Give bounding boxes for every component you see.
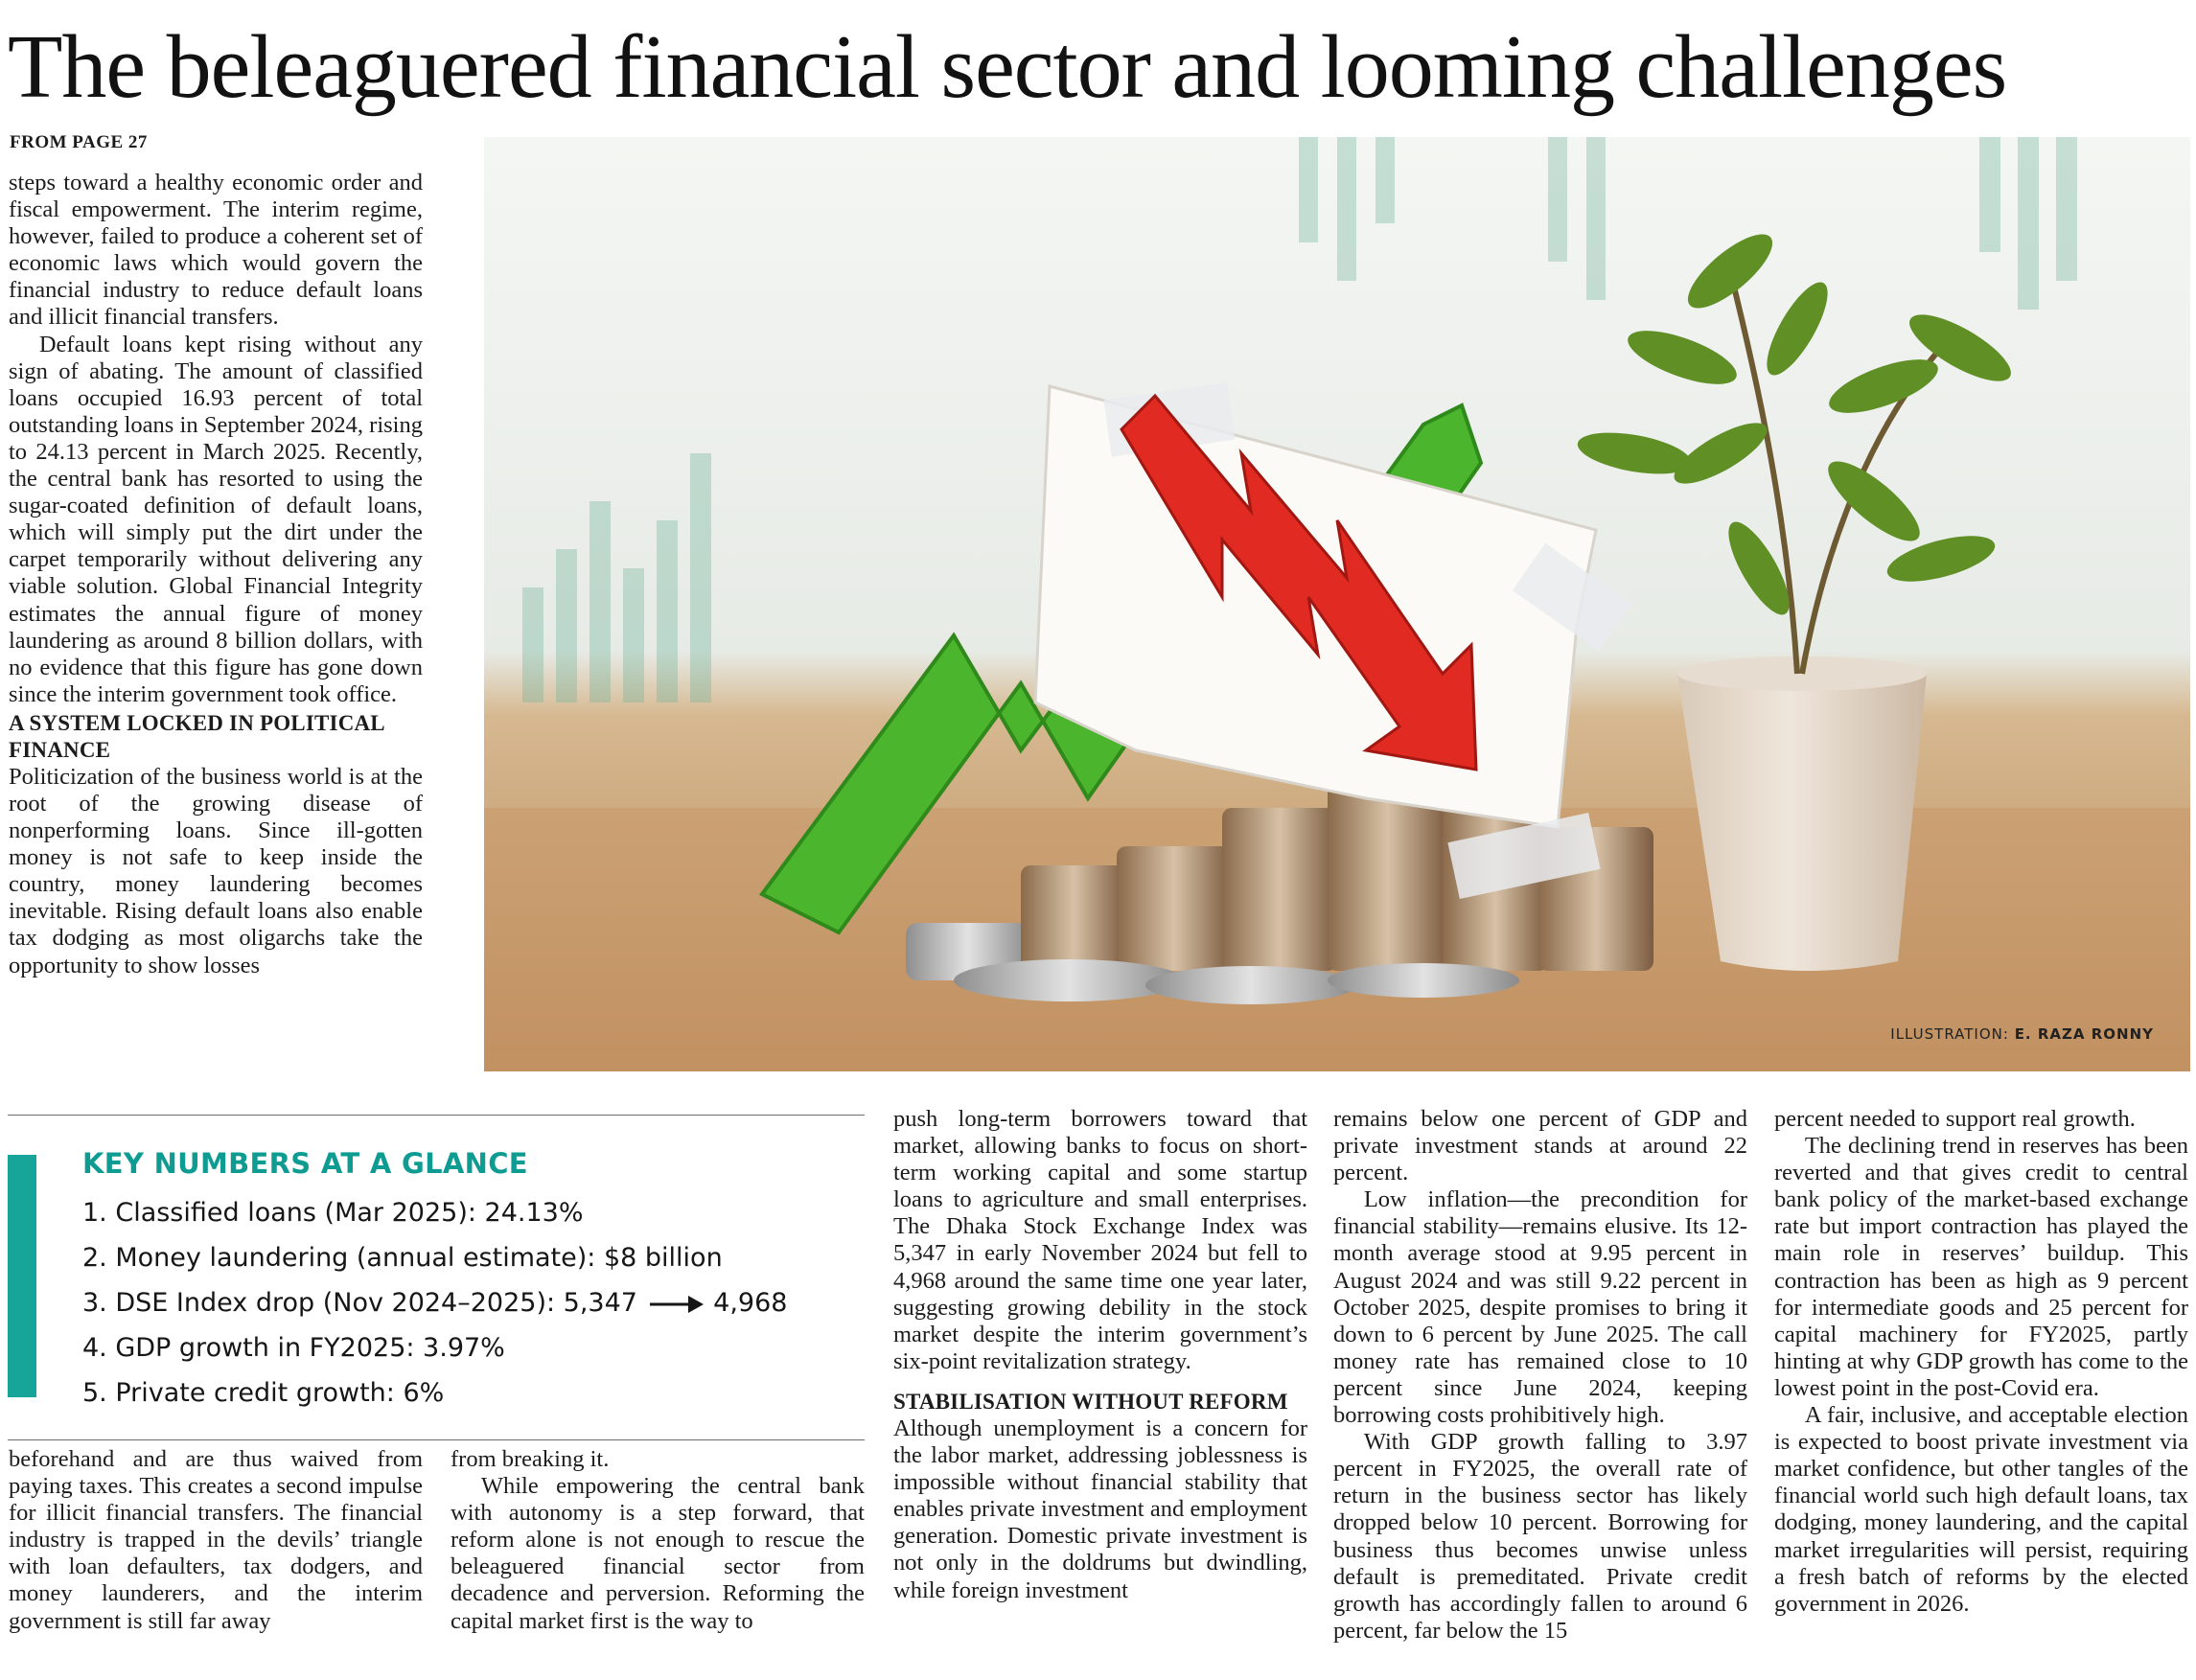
paragraph: A fair, inclusive, and acceptable election is expected to boost private investment via market confidence, but other tangles of the financial world such high default loans, tax dodging, money laundering, and the capital market irregularities will persist, requiring a fresh batch of reforms by the elected government in 2026. bbox=[1774, 1402, 2188, 1617]
paragraph: remains below one percent of GDP and private investment stands at around 22 percent. bbox=[1333, 1106, 1747, 1186]
paragraph: beforehand and are thus waived from paying taxes. This creates a second impulse for illicit financial transfers. The financial industry is trapped in the devils’ triangle with loan defaulters, tax dodgers, and money launderers, and the interim government is still far away bbox=[9, 1446, 423, 1634]
paragraph: steps toward a healthy economic order and fiscal empowerment. The interim regime, however, failed to produce a coherent set of economic laws which would govern the financial industry to reduce default loans and illicit financial transfers. bbox=[9, 170, 423, 331]
paragraph: Although unemployment is a concern for the labor market, addressing joblessness is impossible without financial stability that enables private investment and employment generation. Domestic private investment is not only in the doldrums but dwindling, while foreign investment bbox=[893, 1415, 1307, 1603]
paragraph: percent needed to support real growth. bbox=[1774, 1106, 2136, 1132]
paragraph: push long-term borrowers toward that market, allowing banks to focus on short-term working capital and some startup loans to agriculture and small enterprises. The Dhaka Stock Exchange Index was 5,347 in early November 2024 but fell to 4,968 around the same time one year later, suggesting growing debility in the stock market despite the interim government’s six-point revitalization strategy. bbox=[893, 1106, 1307, 1374]
column-1-top bbox=[9, 170, 423, 979]
key-number-item: 5. Private credit growth: 6% bbox=[82, 1378, 445, 1408]
paragraph: While empowering the central bank with autonomy is a step forward, that reform alone is not enough to rescue the beleaguered financial sector from decadence and perversion. Reforming the capital market first is the way to bbox=[451, 1473, 865, 1634]
key-number-item: 2. Money laundering (annual estimate): $8 billion bbox=[82, 1243, 723, 1273]
column-3 bbox=[893, 1106, 1307, 1604]
key-number-item: 1. Classified loans (Mar 2025): 24.13% bbox=[82, 1198, 584, 1228]
subheading-political-finance: A SYSTEM LOCKED IN POLITICAL FINANCE bbox=[9, 710, 384, 762]
column-5 bbox=[1774, 1106, 2188, 1618]
column-1-bottom bbox=[9, 1446, 423, 1635]
illustration-graphic bbox=[484, 137, 2190, 1071]
key-number-item bbox=[82, 1280, 849, 1325]
paragraph: With GDP growth falling to 3.97 percent in FY2025, the overall rate of return in the business sector has likely dropped below 10 percent. Borrowing for business thus becomes unwise unless default is premeditated. Private credit growth has accordingly fallen to around 6 percent, far below the 15 bbox=[1333, 1429, 1747, 1644]
column-2-bottom bbox=[451, 1446, 865, 1635]
illustration-photo bbox=[484, 137, 2190, 1071]
key-number-item: 4. GDP growth in FY2025: 3.97% bbox=[82, 1333, 505, 1363]
paragraph: The declining trend in reserves has been reverted and that gives credit to central bank policy of the market-based exchange rate but import contraction has played the main role in reserves’ buildup. This contraction has been as high as 9 percent for intermediate goods and 25 percent for capital machinery for FY2025, partly hinting at why GDP growth has come to the lowest point in the post-Covid era. bbox=[1774, 1133, 2188, 1401]
key-number-item-text: 3. DSE Index drop (Nov 2024–2025): 5,347 bbox=[82, 1288, 637, 1318]
box-bottom-rule bbox=[8, 1439, 865, 1440]
paragraph: from breaking it. bbox=[451, 1446, 610, 1472]
paragraph: Politicization of the business world is at the root of the growing disease of nonperforming loans. Since ill-gotten money is not safe to keep inside the country, money laundering becomes inevitable. Rising default loans also enable tax dodging as most oligarchs take the opportunity to show losses bbox=[9, 763, 423, 978]
box-top-rule bbox=[8, 1115, 865, 1116]
key-numbers-title: KEY NUMBERS AT A GLANCE bbox=[82, 1147, 528, 1180]
credit-label: ILLUSTRATION: bbox=[1890, 1025, 2009, 1043]
column-4 bbox=[1333, 1106, 1747, 1645]
from-page-label: FROM PAGE 27 bbox=[10, 132, 148, 152]
key-numbers-box bbox=[82, 1146, 849, 1415]
paragraph: Low inflation—the precondition for financial stability—remains elusive. Its 12-month average stood at 9.95 percent in August 2024 and was still 9.22 percent in October 2025, despite promises to bring it down to 6 percent by June 2025. The call money rate has remained close to 10 percent since June 2024, keeping borrowing costs prohibitively high. bbox=[1333, 1186, 1747, 1429]
key-number-item-end: 4,968 bbox=[713, 1288, 788, 1318]
headline: The beleaguered financial sector and looming challenges bbox=[8, 17, 2007, 117]
subheading-stabilisation: STABILISATION WITHOUT REFORM bbox=[893, 1389, 1288, 1414]
key-numbers-accent-bar bbox=[8, 1155, 36, 1397]
right-arrow-icon bbox=[646, 1293, 705, 1316]
paragraph: Default loans kept rising without any sign of abating. The amount of classified loans occupied 16.93 percent of total outstanding loans in September 2024, rising to 24.13 percent in March 2025. Recently, the central bank has resorted to using the sugar-coated definition of default loans, which will simply put the dirt under the carpet temporarily without delivering any viable solution. Global Financial Integrity estimates the annual figure of money laundering as around 8 billion dollars, with no evidence that this figure has gone down since the interim government took office. bbox=[9, 331, 423, 707]
credit-name: E. RAZA RONNY bbox=[2014, 1025, 2154, 1043]
illustration-credit bbox=[1890, 1025, 2154, 1043]
